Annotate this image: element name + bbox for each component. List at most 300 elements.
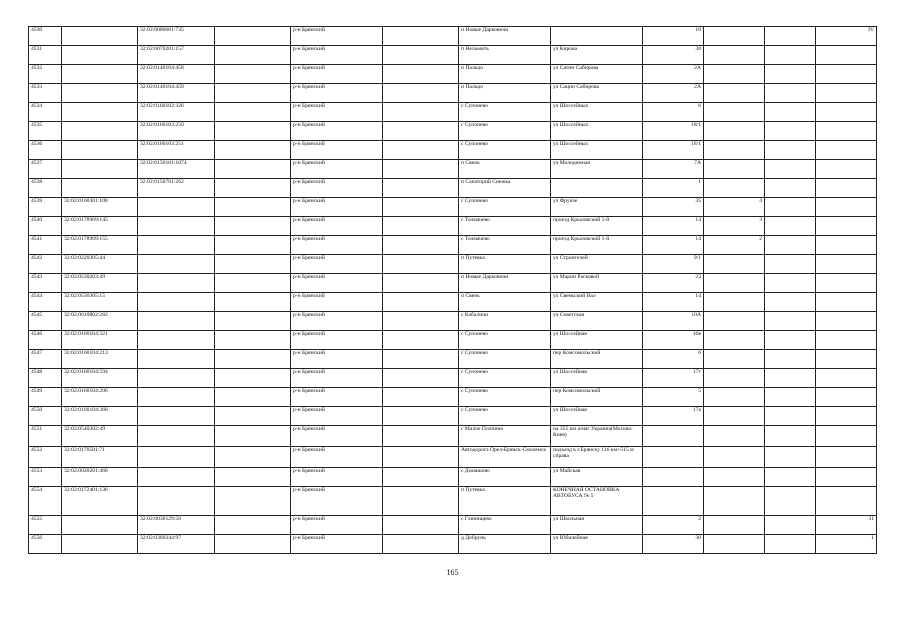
cell-cadastral-number-b bbox=[138, 350, 215, 369]
cell-house-number: 14 bbox=[643, 293, 704, 312]
cell-settlement: п Путевка bbox=[459, 255, 551, 274]
cell-extra bbox=[816, 84, 877, 103]
table-row bbox=[29, 65, 877, 84]
table-row bbox=[29, 388, 877, 407]
cell-apartment bbox=[765, 65, 816, 84]
cell-row-number: 4535 bbox=[29, 122, 62, 141]
cell-house-number: 17г bbox=[643, 369, 704, 388]
cell-settlement: п Свень bbox=[459, 293, 551, 312]
table-row bbox=[29, 179, 877, 198]
cell-row-number: 4551 bbox=[29, 426, 62, 447]
cell-settlement: д Добрунь bbox=[459, 535, 551, 554]
cell-settlement: с Глинищево bbox=[459, 516, 551, 535]
cell-cadastral-number-b bbox=[138, 274, 215, 293]
cell-row-number: 4547 bbox=[29, 350, 62, 369]
cell-building bbox=[704, 179, 765, 198]
cell-extra bbox=[816, 179, 877, 198]
cell-building bbox=[704, 516, 765, 535]
cell-cadastral-number-a bbox=[62, 179, 138, 198]
cell-cadastral-number-a: 32:02:0160104:368 bbox=[62, 407, 138, 426]
cell-cadastral-number-b bbox=[138, 236, 215, 255]
cell-blank-col bbox=[215, 217, 291, 236]
cell-blank-col bbox=[215, 447, 291, 468]
cell-house-number: 18/1 bbox=[643, 141, 704, 160]
cell-blank-col bbox=[215, 236, 291, 255]
cell-district: р-н Брянский bbox=[291, 331, 383, 350]
cell-building bbox=[704, 468, 765, 487]
cell-apartment bbox=[765, 312, 816, 331]
cell-blank-col bbox=[383, 274, 459, 293]
cell-cadastral-number-b bbox=[138, 255, 215, 274]
cell-house-number: 5 bbox=[643, 388, 704, 407]
cell-row-number: 4534 bbox=[29, 103, 62, 122]
cell-row-number: 4555 bbox=[29, 516, 62, 535]
cell-row-number: 4543 bbox=[29, 274, 62, 293]
cell-settlement: с Домашово bbox=[459, 468, 551, 487]
cell-extra bbox=[816, 141, 877, 160]
cell-street: ул Сатин Сабирова bbox=[551, 65, 643, 84]
table-row bbox=[29, 274, 877, 293]
cell-cadastral-number-b bbox=[138, 369, 215, 388]
cell-settlement: п Санаторий Снежка bbox=[459, 179, 551, 198]
cell-cadastral-number-a bbox=[62, 160, 138, 179]
cell-blank-col bbox=[383, 407, 459, 426]
cell-blank-col bbox=[383, 103, 459, 122]
cell-cadastral-number-b bbox=[138, 468, 215, 487]
cell-building bbox=[704, 65, 765, 84]
cell-cadastral-number-a: 32:02:0178909:145 bbox=[62, 217, 138, 236]
cell-extra bbox=[816, 293, 877, 312]
cell-blank-col bbox=[215, 274, 291, 293]
cell-cadastral-number-a: 32:02:0010802:282 bbox=[62, 312, 138, 331]
cell-blank-col bbox=[383, 468, 459, 487]
cell-settlement: с Супонево bbox=[459, 141, 551, 160]
cell-cadastral-number-b bbox=[138, 426, 215, 447]
cell-cadastral-number-a: 32:02:0540302:49 bbox=[62, 426, 138, 447]
cell-extra: IV bbox=[816, 27, 877, 46]
cell-row-number: 4532 bbox=[29, 65, 62, 84]
table-row bbox=[29, 293, 877, 312]
cell-district: р-н Брянский bbox=[291, 179, 383, 198]
table-row bbox=[29, 27, 877, 46]
cell-blank-col bbox=[215, 293, 291, 312]
cell-building bbox=[704, 407, 765, 426]
cell-blank-col bbox=[383, 160, 459, 179]
cell-building bbox=[704, 141, 765, 160]
cell-settlement: с Кабаличи bbox=[459, 312, 551, 331]
table-row bbox=[29, 312, 877, 331]
cell-district: р-н Брянский bbox=[291, 160, 383, 179]
cell-street: ул Советская bbox=[551, 312, 643, 331]
cell-blank-col bbox=[383, 369, 459, 388]
cell-blank-col bbox=[383, 84, 459, 103]
cell-house-number: 9/1 bbox=[643, 255, 704, 274]
cell-row-number: 4538 bbox=[29, 179, 62, 198]
cell-settlement: п Нельмнть bbox=[459, 46, 551, 65]
cell-row-number: 4548 bbox=[29, 369, 62, 388]
cell-building bbox=[704, 160, 765, 179]
cell-street bbox=[551, 27, 643, 46]
cell-blank-col bbox=[383, 293, 459, 312]
cell-building bbox=[704, 535, 765, 554]
cell-house-number: 18/1 bbox=[643, 122, 704, 141]
cell-row-number: 4554 bbox=[29, 487, 62, 516]
cell-district: р-н Брянский bbox=[291, 487, 383, 516]
cell-house-number: 6 bbox=[643, 350, 704, 369]
cell-street: подъезд к г.Брянску 116 км+515 м справа bbox=[551, 447, 643, 468]
cell-street: ул Шоссейная bbox=[551, 331, 643, 350]
cell-blank-col bbox=[383, 487, 459, 516]
cell-settlement: с Супонево bbox=[459, 122, 551, 141]
table-row bbox=[29, 447, 877, 468]
register-table bbox=[28, 26, 877, 554]
cell-building bbox=[704, 331, 765, 350]
cell-cadastral-number-a: 32:02:0020201:468 bbox=[62, 468, 138, 487]
table-row bbox=[29, 468, 877, 487]
cell-cadastral-number-a: 32:02:0530203:49 bbox=[62, 274, 138, 293]
cell-cadastral-number-b bbox=[138, 407, 215, 426]
cell-blank-col bbox=[383, 65, 459, 84]
table-row bbox=[29, 516, 877, 535]
cell-blank-col bbox=[215, 331, 291, 350]
cell-blank-col bbox=[383, 535, 459, 554]
cell-district: р-н Брянский bbox=[291, 407, 383, 426]
cell-settlement: п Новые Дарковичи bbox=[459, 274, 551, 293]
cell-row-number: 4553 bbox=[29, 468, 62, 487]
cell-district: р-н Брянский bbox=[291, 198, 383, 217]
table-row bbox=[29, 369, 877, 388]
cell-blank-col bbox=[215, 179, 291, 198]
cell-cadastral-number-b: 32:02:0160103:250 bbox=[138, 122, 215, 141]
cell-row-number: 4552 bbox=[29, 447, 62, 468]
cell-row-number: 4537 bbox=[29, 160, 62, 179]
cell-cadastral-number-a: 32:02:0170501:71 bbox=[62, 447, 138, 468]
cell-house-number: 10А bbox=[643, 312, 704, 331]
cell-street: ул Строителей bbox=[551, 255, 643, 274]
cell-blank-col bbox=[215, 160, 291, 179]
cell-house-number: 14 bbox=[643, 236, 704, 255]
cell-cadastral-number-b bbox=[138, 312, 215, 331]
cell-building bbox=[704, 27, 765, 46]
cell-building bbox=[704, 426, 765, 447]
cell-street: ул Школьная bbox=[551, 516, 643, 535]
cell-extra bbox=[816, 274, 877, 293]
table-row bbox=[29, 426, 877, 447]
cell-district: р-н Брянский bbox=[291, 141, 383, 160]
cell-extra bbox=[816, 468, 877, 487]
cell-row-number: 4550 bbox=[29, 407, 62, 426]
cell-street: ул Шоссейных bbox=[551, 122, 643, 141]
cell-row-number: 4530 bbox=[29, 27, 62, 46]
cell-blank-col bbox=[383, 46, 459, 65]
cell-cadastral-number-a: 32:02:0220305:44 bbox=[62, 255, 138, 274]
cell-street: проезд Крыловский 1-й bbox=[551, 236, 643, 255]
cell-building: 2 bbox=[704, 236, 765, 255]
table-row bbox=[29, 141, 877, 160]
cell-cadastral-number-a bbox=[62, 122, 138, 141]
cell-blank-col bbox=[215, 198, 291, 217]
cell-row-number: 4556 bbox=[29, 535, 62, 554]
table-row bbox=[29, 46, 877, 65]
cell-cadastral-number-a: 32:02:0160301:108 bbox=[62, 198, 138, 217]
cell-house-number: 17а bbox=[643, 407, 704, 426]
cell-settlement: с Супонево bbox=[459, 369, 551, 388]
cell-row-number: 4540 bbox=[29, 217, 62, 236]
cell-extra bbox=[816, 426, 877, 447]
cell-district: р-н Брянский bbox=[291, 27, 383, 46]
cell-cadastral-number-a bbox=[62, 46, 138, 65]
cell-cadastral-number-b: 32:02:0080601:735 bbox=[138, 27, 215, 46]
table-row bbox=[29, 407, 877, 426]
cell-apartment bbox=[765, 46, 816, 65]
cell-district: р-н Брянский bbox=[291, 217, 383, 236]
cell-apartment bbox=[765, 426, 816, 447]
cell-cadastral-number-a: 32:02:0172401:136 bbox=[62, 487, 138, 516]
cell-cadastral-number-b bbox=[138, 487, 215, 516]
table-row bbox=[29, 331, 877, 350]
table-row bbox=[29, 236, 877, 255]
cell-extra bbox=[816, 487, 877, 516]
cell-apartment bbox=[765, 217, 816, 236]
cell-apartment bbox=[765, 198, 816, 217]
cell-apartment bbox=[765, 103, 816, 122]
cell-district: р-н Брянский bbox=[291, 350, 383, 369]
cell-blank-col bbox=[383, 198, 459, 217]
cell-blank-col bbox=[215, 369, 291, 388]
cell-extra bbox=[816, 447, 877, 468]
cell-settlement: п Свень bbox=[459, 160, 551, 179]
cell-building bbox=[704, 369, 765, 388]
cell-apartment bbox=[765, 293, 816, 312]
cell-settlement: с Толмачево bbox=[459, 217, 551, 236]
cell-house-number: 14 bbox=[643, 217, 704, 236]
cell-house-number: 35 bbox=[643, 198, 704, 217]
cell-building: 4 bbox=[704, 198, 765, 217]
cell-street: ул Фрунзе bbox=[551, 198, 643, 217]
cell-street: на 355 км а/маг Украина(Москва-Киев) bbox=[551, 426, 643, 447]
cell-cadastral-number-a: 32:02:0160104:206 bbox=[62, 388, 138, 407]
cell-apartment bbox=[765, 122, 816, 141]
cell-district: р-н Брянский bbox=[291, 447, 383, 468]
table-row bbox=[29, 535, 877, 554]
cell-extra bbox=[816, 122, 877, 141]
cell-district: р-н Брянский bbox=[291, 468, 383, 487]
cell-house-number: 30 bbox=[643, 535, 704, 554]
cell-house-number: 23 bbox=[643, 274, 704, 293]
cell-district: р-н Брянский bbox=[291, 312, 383, 331]
cell-blank-col bbox=[215, 103, 291, 122]
cell-cadastral-number-b: 32:02:0360244:97 bbox=[138, 535, 215, 554]
cell-blank-col bbox=[215, 487, 291, 516]
table-row bbox=[29, 160, 877, 179]
table-row bbox=[29, 122, 877, 141]
cell-apartment bbox=[765, 535, 816, 554]
cell-blank-col bbox=[215, 426, 291, 447]
cell-cadastral-number-b: 32:02:0150701:262 bbox=[138, 179, 215, 198]
cell-apartment bbox=[765, 255, 816, 274]
cell-extra bbox=[816, 236, 877, 255]
cell-building bbox=[704, 447, 765, 468]
cell-row-number: 4546 bbox=[29, 331, 62, 350]
cell-cadastral-number-b bbox=[138, 198, 215, 217]
cell-street: пер Комсомольский bbox=[551, 388, 643, 407]
cell-cadastral-number-b bbox=[138, 447, 215, 468]
cell-cadastral-number-b bbox=[138, 217, 215, 236]
cell-cadastral-number-b: 32:02:0070201:157 bbox=[138, 46, 215, 65]
table-row bbox=[29, 198, 877, 217]
cell-apartment bbox=[765, 388, 816, 407]
cell-apartment bbox=[765, 516, 816, 535]
cell-district: р-н Брянский bbox=[291, 293, 383, 312]
cell-blank-col bbox=[215, 388, 291, 407]
cell-blank-col bbox=[383, 331, 459, 350]
cell-extra bbox=[816, 198, 877, 217]
cell-building bbox=[704, 84, 765, 103]
cell-building bbox=[704, 255, 765, 274]
cell-settlement: п Пальцо bbox=[459, 84, 551, 103]
cell-street: ул Шоссейных bbox=[551, 103, 643, 122]
cell-settlement: п Новые Дарковичи bbox=[459, 27, 551, 46]
cell-extra bbox=[816, 312, 877, 331]
cell-extra bbox=[816, 407, 877, 426]
cell-house-number: 1 bbox=[643, 179, 704, 198]
cell-apartment bbox=[765, 331, 816, 350]
cell-cadastral-number-b bbox=[138, 388, 215, 407]
cell-row-number: 4549 bbox=[29, 388, 62, 407]
cell-building bbox=[704, 103, 765, 122]
cell-street: КОНЕЧНАЯ ОСТАНОВКА АВТОБУСА № 5 bbox=[551, 487, 643, 516]
cell-district: р-н Брянский bbox=[291, 388, 383, 407]
cell-district: р-н Брянский bbox=[291, 103, 383, 122]
cell-blank-col bbox=[383, 236, 459, 255]
cell-apartment bbox=[765, 160, 816, 179]
cell-cadastral-number-a bbox=[62, 535, 138, 554]
cell-cadastral-number-b: 32:02:0160103:251 bbox=[138, 141, 215, 160]
cell-blank-col bbox=[215, 312, 291, 331]
cell-house-number: 38 bbox=[643, 46, 704, 65]
cell-blank-col bbox=[215, 516, 291, 535]
cell-street: ул Юбилейная bbox=[551, 535, 643, 554]
cell-cadastral-number-b: 32:02:0030129:56 bbox=[138, 516, 215, 535]
cell-building bbox=[704, 46, 765, 65]
cell-street: ул Шоссейная bbox=[551, 369, 643, 388]
cell-row-number: 4533 bbox=[29, 84, 62, 103]
table-row bbox=[29, 255, 877, 274]
cell-settlement: с Супонево bbox=[459, 198, 551, 217]
cell-building bbox=[704, 350, 765, 369]
cell-extra: 1 bbox=[816, 535, 877, 554]
cell-blank-col bbox=[383, 122, 459, 141]
cell-house-number: 2 bbox=[643, 516, 704, 535]
cell-apartment bbox=[765, 236, 816, 255]
cell-apartment bbox=[765, 179, 816, 198]
cell-blank-col bbox=[215, 65, 291, 84]
cell-settlement: п Путевка bbox=[459, 487, 551, 516]
cell-house-number: 10 bbox=[643, 27, 704, 46]
cell-blank-col bbox=[215, 350, 291, 369]
cell-settlement: Автодорога Орел-Брянск-Смоленск bbox=[459, 447, 551, 468]
cell-apartment bbox=[765, 27, 816, 46]
cell-house-number: 2А bbox=[643, 84, 704, 103]
cell-district: р-н Брянский bbox=[291, 274, 383, 293]
cell-street bbox=[551, 179, 643, 198]
cell-cadastral-number-b: 32:02:0150101:1074 bbox=[138, 160, 215, 179]
cell-extra: 31 bbox=[816, 516, 877, 535]
cell-blank-col bbox=[215, 27, 291, 46]
cell-apartment bbox=[765, 84, 816, 103]
cell-cadastral-number-b bbox=[138, 293, 215, 312]
cell-building bbox=[704, 293, 765, 312]
cell-extra bbox=[816, 65, 877, 84]
cell-row-number: 4542 bbox=[29, 255, 62, 274]
cell-settlement: с Супонево bbox=[459, 331, 551, 350]
cell-row-number: 4541 bbox=[29, 236, 62, 255]
cell-cadastral-number-a bbox=[62, 27, 138, 46]
cell-extra bbox=[816, 103, 877, 122]
table-row bbox=[29, 103, 877, 122]
cell-district: р-н Брянский bbox=[291, 46, 383, 65]
cell-apartment bbox=[765, 487, 816, 516]
cell-apartment bbox=[765, 274, 816, 293]
cell-blank-col bbox=[215, 255, 291, 274]
cell-street: ул Свеньский Вал bbox=[551, 293, 643, 312]
cell-district: р-н Брянский bbox=[291, 516, 383, 535]
cell-district: р-н Брянский bbox=[291, 122, 383, 141]
cell-cadastral-number-b: 32:02:0140104:458 bbox=[138, 65, 215, 84]
cell-apartment bbox=[765, 350, 816, 369]
cell-extra bbox=[816, 160, 877, 179]
cell-apartment bbox=[765, 141, 816, 160]
cell-cadastral-number-a: 32:02:0160104:213 bbox=[62, 350, 138, 369]
cell-cadastral-number-a bbox=[62, 141, 138, 160]
cell-street: ул Майская bbox=[551, 468, 643, 487]
cell-district: р-н Брянский bbox=[291, 535, 383, 554]
cell-row-number: 4544 bbox=[29, 293, 62, 312]
cell-blank-col bbox=[383, 312, 459, 331]
cell-district: р-н Брянский bbox=[291, 369, 383, 388]
cell-blank-col bbox=[383, 179, 459, 198]
cell-blank-col bbox=[383, 350, 459, 369]
cell-extra bbox=[816, 331, 877, 350]
cell-house-number bbox=[643, 447, 704, 468]
cell-street: ул Молодежная bbox=[551, 160, 643, 179]
cell-extra bbox=[816, 350, 877, 369]
cell-house-number bbox=[643, 468, 704, 487]
cell-extra bbox=[816, 255, 877, 274]
cell-cadastral-number-a bbox=[62, 65, 138, 84]
cell-cadastral-number-a: 32:02:0160104:594 bbox=[62, 369, 138, 388]
cell-blank-col bbox=[383, 426, 459, 447]
cell-house-number bbox=[643, 426, 704, 447]
cell-settlement: с Супонево bbox=[459, 388, 551, 407]
cell-street: ул Сацин Сабирова bbox=[551, 84, 643, 103]
cell-settlement: с Толмачево bbox=[459, 236, 551, 255]
cell-settlement: с Супонево bbox=[459, 103, 551, 122]
cell-blank-col bbox=[383, 388, 459, 407]
cell-blank-col bbox=[215, 84, 291, 103]
cell-house-number bbox=[643, 487, 704, 516]
cell-blank-col bbox=[383, 447, 459, 468]
cell-blank-col bbox=[383, 141, 459, 160]
cell-house-number: 16в bbox=[643, 331, 704, 350]
cell-street: ул Шоссейных bbox=[551, 141, 643, 160]
cell-row-number: 4531 bbox=[29, 46, 62, 65]
cell-blank-col bbox=[215, 407, 291, 426]
cell-apartment bbox=[765, 447, 816, 468]
page-number: 165 bbox=[446, 568, 459, 577]
cell-house-number: 2А bbox=[643, 65, 704, 84]
cell-blank-col bbox=[215, 468, 291, 487]
